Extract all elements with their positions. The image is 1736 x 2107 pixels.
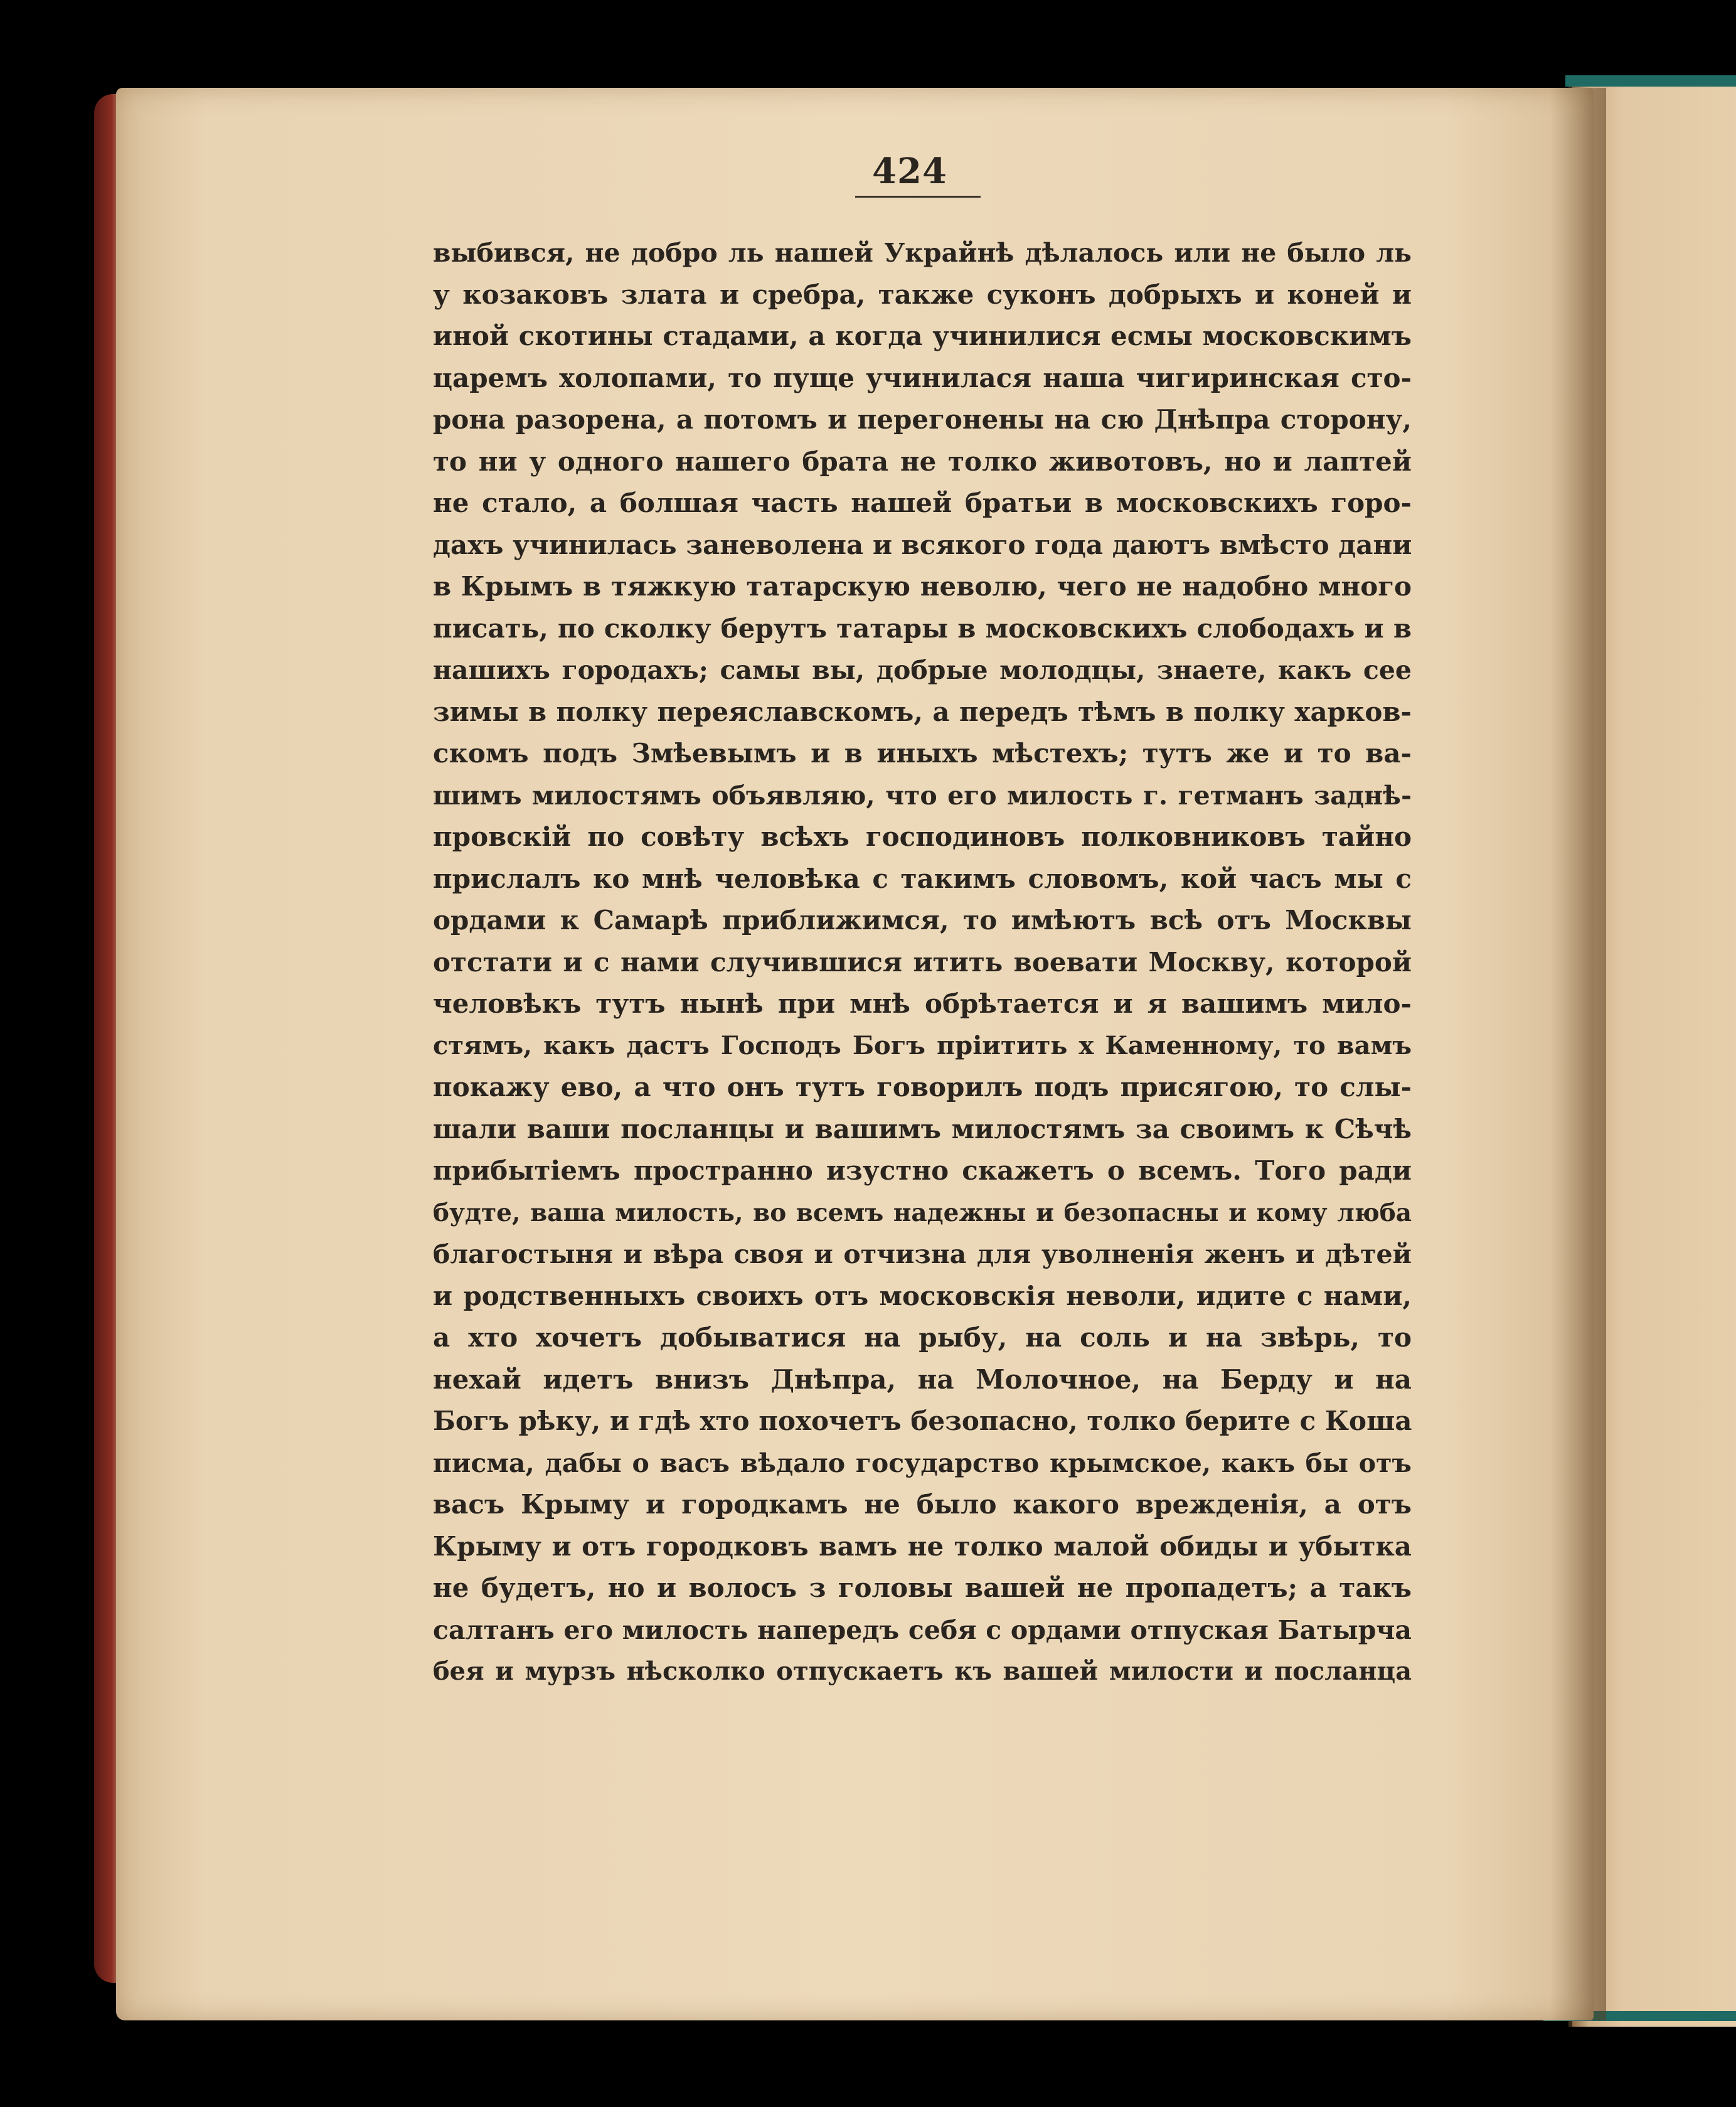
text-line: зимы в полку переяславскомъ, а передъ тѣмъ в полку харков-	[433, 696, 1412, 727]
text-line: отстати и с нами случившися итить воевати Москву, которой	[433, 946, 1412, 978]
text-line: писма, дабы о васъ вѣдало государство крымское, какъ бы отъ	[433, 1448, 1412, 1478]
text-line: нехай идетъ внизъ Днѣпра, на Молочное, на Берду и на	[433, 1363, 1412, 1395]
text-line: то ни у одного нашего брата не толко животовъ, но и лаптей	[433, 445, 1412, 477]
text-line: прислалъ ко мнѣ человѣка с такимъ словомъ, кой часъ мы с	[433, 863, 1412, 894]
text-line: писать, по сколку берутъ татары в московскихъ слободахъ и в	[433, 612, 1412, 644]
text-line: шимъ милостямъ объявляю, что его милость г. гетманъ заднѣ-	[433, 780, 1412, 811]
text-line: ордами к Самарѣ приближимся, то имѣютъ всѣ отъ Москвы	[433, 905, 1412, 936]
text-line: у козаковъ злата и сребра, также суконъ добрыхъ и коней и	[433, 279, 1412, 310]
text-line: салтанъ его милость напередъ себя с ордами отпуская Батырча	[433, 1614, 1412, 1645]
text-line: провскій по совѣту всѣхъ господиновъ полковниковъ тайно	[433, 821, 1412, 852]
text-line: нашихъ городахъ; самы вы, добрые молодцы, знаете, какъ сее	[433, 655, 1412, 685]
text-line: бея и мурзъ нѣсколко отпускаетъ къ вашей милости и посланца	[433, 1656, 1412, 1686]
text-line: будте, ваша милость, во всемъ надежны и безопасны и кому люба	[433, 1198, 1412, 1227]
text-line: выбився, не добро ль нашей Украйнѣ дѣлалось или не было ль	[433, 238, 1412, 268]
text-line: васъ Крыму и городкамъ не было какого врежденія, а отъ	[433, 1489, 1412, 1520]
text-line: человѣкъ тутъ нынѣ при мнѣ обрѣтается и я вашимъ мило-	[433, 988, 1412, 1019]
text-line: а хто хочетъ добыватися на рыбу, на соль и на звѣрь, то	[433, 1322, 1412, 1353]
page-gutter-shadow	[1550, 88, 1606, 2020]
text-line: скомъ подъ Змѣевымъ и в иныхъ мѣстехъ; тутъ же и то ва-	[433, 738, 1412, 769]
text-line: в Крымъ в тяжкую татарскую неволю, чего не надобно много	[433, 571, 1412, 602]
facing-page-top-edge	[1565, 75, 1736, 87]
text-line: стямъ, какъ дастъ Господъ Богъ пріитить х Каменному, то вамъ	[433, 1030, 1412, 1060]
body-text	[433, 232, 1412, 1693]
text-line: рона разорена, а потомъ и перегонены на сю Днѣпра сторону,	[433, 404, 1412, 435]
page-number: 424	[872, 151, 947, 192]
text-line: не будетъ, но и волосъ з головы вашей не пропадетъ; а такъ	[433, 1572, 1412, 1603]
text-line: дахъ учинилась заневолена и всякого года даютъ вмѣсто дани	[433, 529, 1412, 560]
page-number-rule	[855, 196, 981, 198]
text-line: и родственныхъ своихъ отъ московскія неволи, идите с нами,	[433, 1280, 1412, 1311]
text-line: не стало, а болшая часть нашей братьи в московскихъ горо-	[433, 488, 1412, 518]
text-line: Крыму и отъ городковъ вамъ не толко малой обиды и убытка	[433, 1530, 1412, 1562]
text-line: благостыня и вѣра своя и отчизна для уволненія женъ и дѣтей	[433, 1239, 1412, 1269]
text-line: покажу ево, а что онъ тутъ говорилъ подъ присягою, то слы-	[433, 1072, 1412, 1102]
text-line: шали ваши посланцы и вашимъ милостямъ за своимъ к Сѣчѣ	[433, 1113, 1412, 1144]
text-line: прибытіемъ пространно изустно скажетъ о всемъ. Того ради	[433, 1155, 1412, 1186]
text-line: иной скотины стадами, а когда учинилися есмы московскимъ	[433, 321, 1412, 351]
text-line: Богъ рѣку, и гдѣ хто похочетъ безопасно, толко берите с Коша	[433, 1406, 1412, 1436]
text-line: царемъ холопами, то пуще учинилася наша чигиринская сто-	[433, 362, 1412, 393]
